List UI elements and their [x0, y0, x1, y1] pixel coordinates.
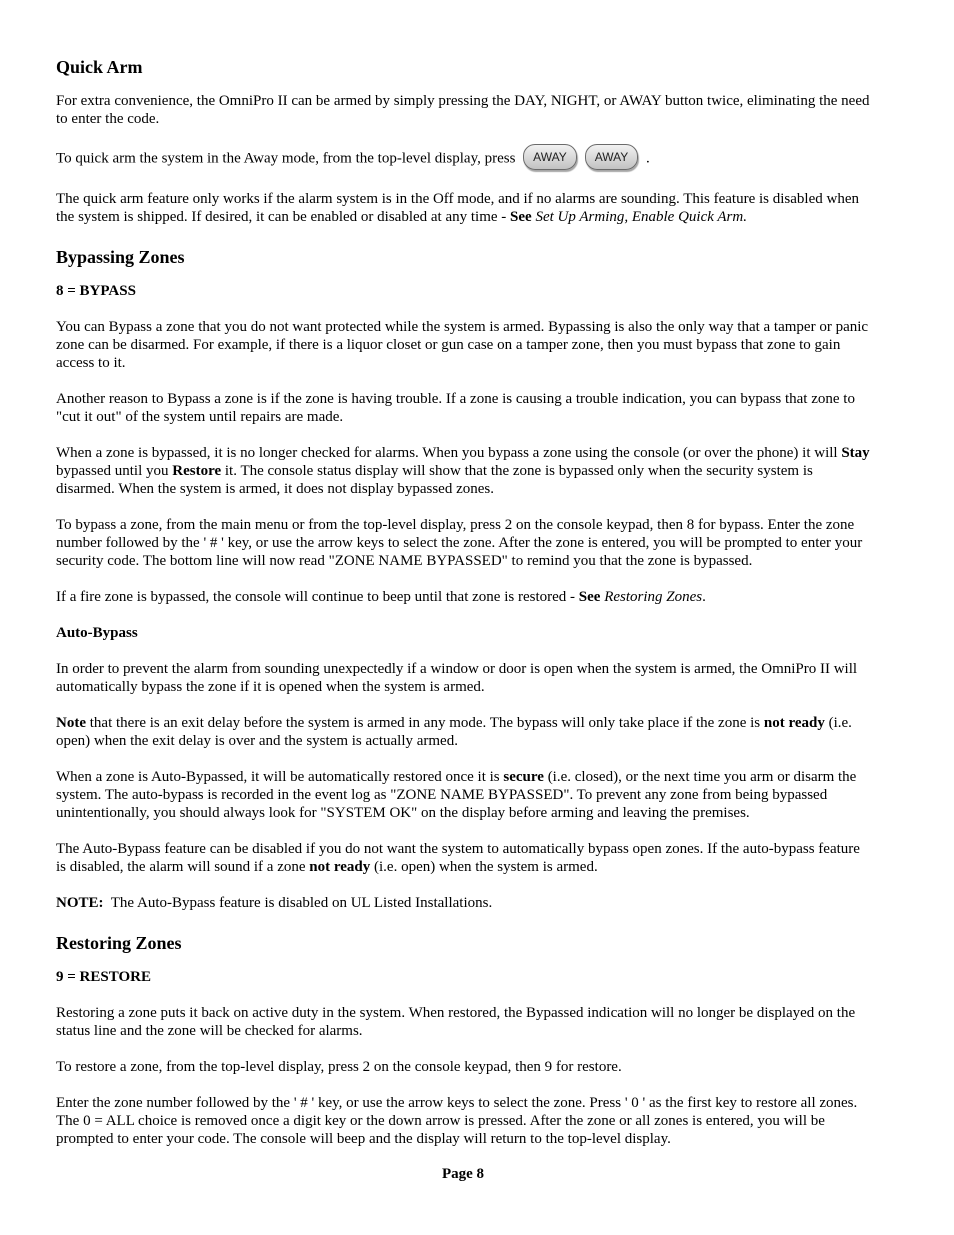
cross-reference: Set Up Arming, Enable Quick Arm.: [531, 209, 747, 225]
paragraph: [56, 444, 872, 498]
paragraph-text: that there is an exit delay before the system is armed in any mode. The bypass will only take place if the zone is: [86, 715, 764, 731]
bold-text: not ready: [309, 859, 371, 875]
paragraph: For extra convenience, the OmniPro II can be armed by simply pressing the DAY, NIGHT, or AWAY button twice, eliminating the need to enter the code.: [56, 93, 870, 127]
page-number: Page 8: [441, 1166, 485, 1182]
paragraph: [56, 588, 872, 606]
bold-text: NOTE:: [56, 895, 104, 911]
bold-text: Note: [56, 715, 86, 731]
bold-text: secure: [503, 769, 544, 785]
away-key-button: AWAY: [585, 144, 639, 170]
bold-text: See: [510, 209, 532, 225]
document-page: [56, 56, 872, 1148]
paragraph: [56, 840, 872, 876]
paragraph: In order to prevent the alarm from sounding unexpectedly if a window or door is open when the system is armed, the OmniPro II will automatically bypass the zone if it is opened when the system is armed.: [56, 661, 858, 695]
paragraph-text: The quick arm feature only works if the alarm system is in the Off mode, and if no alarms are sounding. This feature is disabled when the system is shipped. If desired, it can be enabled or disabled at any time -: [56, 191, 859, 225]
paragraph-text: If a fire zone is bypassed, the console will continue to beep until that zone is restored -: [56, 589, 579, 605]
paragraph-text: The Auto-Bypass feature can be disabled if you do not want the system to automatically bypass open zones. If the auto-bypass feature is disabled, the alarm will sound if a zone: [56, 841, 860, 875]
heading-restoring-zones: Restoring Zones: [56, 933, 182, 953]
paragraph-text: When a zone is bypassed, it is no longer checked for alarms. When you bypass a zone using the console (or over the phone) it will: [56, 445, 842, 461]
paragraph-text: (i.e. closed), or the next time you arm or disarm the system. The auto-bypass is recorded in the event log as "ZONE NAME BYPASSED". To prevent any zone from being bypassed unintentionally, you should always look for "SYSTEM OK" on the display before arming and leaving the premises.: [56, 769, 857, 821]
paragraph-text: To quick arm the system in the Away mode, from the top-level display, press: [56, 150, 516, 167]
paragraph-text: The Auto-Bypass feature is disabled on UL Listed Installations.: [103, 895, 493, 911]
subheading-auto-bypass: Auto-Bypass: [56, 625, 138, 641]
bold-text: Restore: [172, 463, 222, 479]
subheading-bypass: 8 = BYPASS: [56, 283, 136, 299]
paragraph: To bypass a zone, from the main menu or from the top-level display, press 2 on the console keypad, then 8 for bypass. Enter the zone number followed by the ' # ' key, or use the arrow keys to select the zone. After the zone is entered, you will be prompted to enter your security code. The bottom line will now read "ZONE NAME BYPASSED" to remind you that the zone is bypassed.: [56, 517, 863, 569]
subheading-restore: 9 = RESTORE: [56, 969, 151, 985]
bold-text: See: [578, 589, 601, 605]
paragraph-text: .: [646, 150, 650, 167]
paragraph: [56, 190, 872, 226]
heading-quick-arm: Quick Arm: [56, 57, 143, 77]
heading-bypassing-zones: Bypassing Zones: [56, 247, 185, 267]
bold-text: not ready: [763, 715, 825, 731]
paragraph: [56, 714, 872, 750]
paragraph-quick-arm-keys: [56, 146, 872, 172]
paragraph: You can Bypass a zone that you do not want protected while the system is armed. Bypassing is also the only way that a tamper or panic zone can be disarmed. For example, if there is a liquor closet or gun case on a tamper zone, then you must bypass that zone to gain access to it.: [56, 319, 869, 371]
paragraph: Restoring a zone puts it back on active duty in the system. When restored, the Bypassed indication will no longer be displayed on the status line and the zone will be checked for alarms.: [56, 1005, 856, 1039]
cross-reference: Restoring Zones: [600, 589, 703, 605]
paragraph-note: [56, 894, 872, 912]
paragraph-text: (i.e. open) when the system is armed.: [370, 859, 598, 875]
paragraph-text: .: [702, 589, 706, 605]
away-key-button: AWAY: [523, 144, 577, 170]
paragraph: Enter the zone number followed by the ' # ' key, or use the arrow keys to select the zone. Press ' 0 ' as the first key to restore all zones. The 0 = ALL choice is removed once a digit key or the down arrow is pressed. After the zone or all zones is entered, you will be prompted to enter your code. The console will beep and the display will return to the top-level display.: [56, 1095, 858, 1147]
paragraph: To restore a zone, from the top-level display, press 2 on the console keypad, then 9 for restore.: [56, 1059, 622, 1075]
bold-text: Stay: [841, 445, 870, 461]
paragraph-text: (i.e. open) when the exit delay is over and the system is actually armed.: [56, 715, 852, 749]
page-footer: [0, 1166, 954, 1183]
paragraph-text: When a zone is Auto-Bypassed, it will be automatically restored once it is: [56, 769, 504, 785]
paragraph: [56, 768, 872, 822]
paragraph: Another reason to Bypass a zone is if the zone is having trouble. If a zone is causing a trouble indication, you can bypass that zone to "cut it out" of the system until repairs are made.: [56, 391, 855, 425]
paragraph-text: it. The console status display will show that the zone is bypassed only when the security system is disarmed. When the system is armed, it does not display bypassed zones.: [56, 463, 813, 497]
paragraph-text: bypassed until you: [56, 463, 173, 479]
